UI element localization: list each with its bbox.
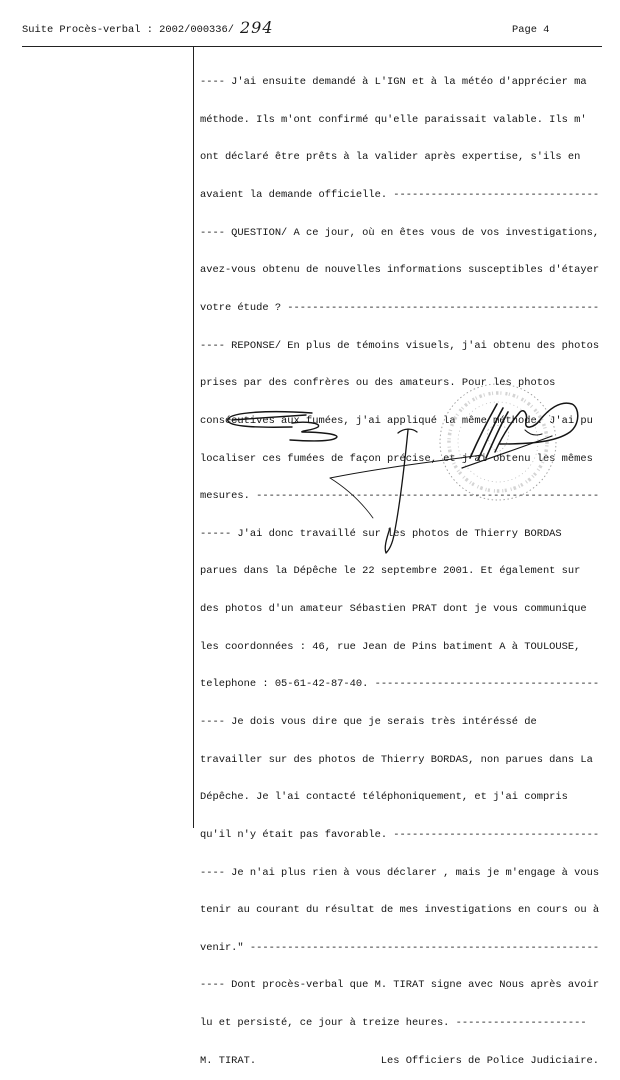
header-title: Suite Procès-verbal : 2002/000336/: [22, 24, 235, 36]
text-line: prises par des confrères ou des amateurs. Pour les photos: [200, 377, 556, 390]
text-line: tenir au courant du résultat de mes investigations en cours ou à: [200, 904, 600, 917]
text-line: avez-vous obtenu de nouvelles informations susceptibles d'étayer: [200, 264, 600, 277]
text-line: ---- QUESTION/ A ce jour, où en êtes vous de vos investigations,: [200, 226, 600, 239]
text-line: ---- Je dois vous dire que je serais très intéréssé de: [200, 715, 537, 728]
text-line: ont déclaré être prêts à la valider après expertise, s'ils en: [200, 151, 581, 164]
text-line: des photos d'un amateur Sébastien PRAT dont je vous communique: [200, 603, 587, 616]
statement-text: [200, 51, 602, 1080]
page-number: Page 4: [512, 24, 550, 36]
text-line: parues dans la Dépêche le 22 septembre 2001. Et également sur: [200, 565, 581, 578]
text-line: Dépêche. Je l'ai contacté téléphoniquement, et j'ai compris: [200, 791, 568, 804]
closing-line: [200, 1055, 599, 1068]
text-line: mesures. -------------------------------------------------------: [200, 490, 600, 503]
text-line: telephone : 05-61-42-87-40. ------------------------------------: [200, 678, 600, 691]
text-line: qu'il n'y était pas favorable. ---------------------------------: [200, 828, 600, 841]
text-line: avaient la demande officielle. ---------------------------------: [200, 189, 600, 202]
handwritten-page-number: 294: [240, 18, 274, 37]
text-line: les coordonnées : 46, rue Jean de Pins batiment A à TOULOUSE,: [200, 640, 581, 653]
text-line: ---- Dont procès-verbal que M. TIRAT signe avec Nous après avoir: [200, 979, 600, 992]
officers-label: Les Officiers de Police Judiciaire.: [380, 1054, 599, 1067]
text-line: ---- REPONSE/ En plus de témoins visuels, j'ai obtenu des photos: [200, 339, 600, 352]
margin-rule: [193, 46, 194, 828]
text-line: venir." --------------------------------------------------------: [200, 941, 600, 954]
text-line: votre étude ? --------------------------------------------------: [200, 301, 600, 314]
text-line: méthode. Ils m'ont confirmé qu'elle paraissait valable. Ils m': [200, 113, 587, 126]
text-line: lu et persisté, ce jour à treize heures. ---------------------: [200, 1017, 587, 1030]
signatory-name: M. TIRAT.: [200, 1054, 257, 1067]
header-rule: [22, 46, 602, 47]
text-line: ---- Je n'ai plus rien à vous déclarer , mais je m'engage à vous: [200, 866, 600, 879]
text-line: ---- J'ai ensuite demandé à L'IGN et à la météo d'apprécier ma: [200, 76, 587, 89]
text-line: consécutives aux fumées, j'ai appliqué la même méthode. J'ai pu: [200, 414, 593, 427]
text-line: localiser ces fumées de façon précise, et j'ai obtenu les mêmes: [200, 452, 593, 465]
text-line: travailler sur des photos de Thierry BORDAS, non parues dans La: [200, 753, 593, 766]
text-line: ----- J'ai donc travaillé sur les photos de Thierry BORDAS: [200, 527, 562, 540]
